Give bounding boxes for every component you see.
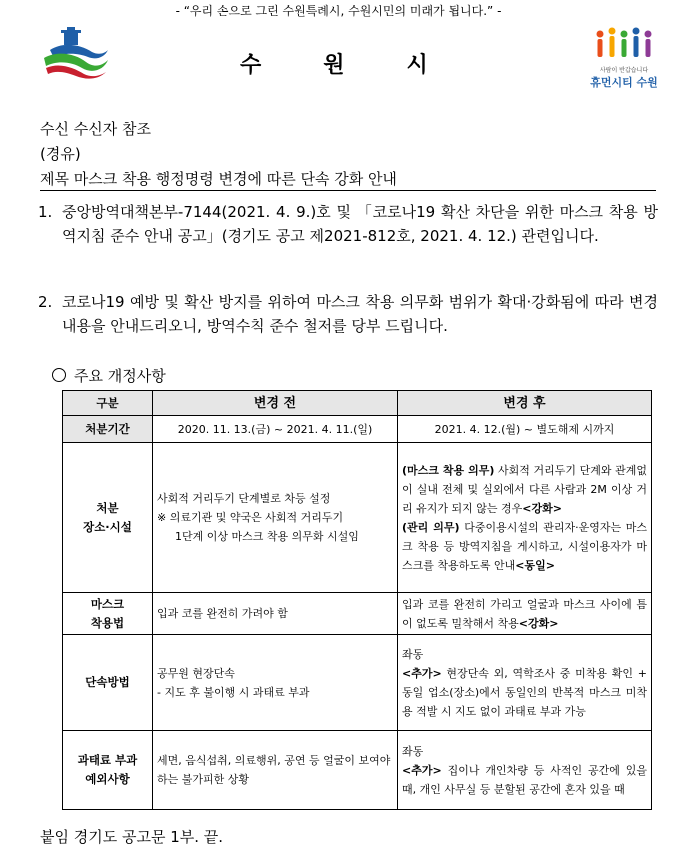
before-note: ※ 의료기관 및 약국은 사회적 거리두기 — [157, 511, 344, 524]
row-label-line: 처분 — [96, 500, 119, 515]
org-char: 수 — [240, 53, 262, 78]
before-cell — [153, 443, 398, 593]
header-category: 구분 — [63, 391, 153, 416]
change-tag: <추가> — [402, 666, 442, 680]
after-cell — [398, 731, 652, 810]
after-text: 사회적 거리두기 단계와 관계없이 실내 전체 및 실외에서 다른 사람과 2M 이상 거리 유지가 되지 않는 경우 — [402, 463, 647, 515]
after-text: 집이나 개인차량 등 사적인 공간에 있을 때, 개인 사무실 등 분할된 공간에 혼자 있을 때 — [402, 763, 647, 796]
attachment-line: 붙임 경기도 공고문 1부. 끝. — [40, 828, 224, 846]
before-cell: 입과 코를 완전히 가려야 함 — [153, 593, 398, 635]
change-tag: <강화> — [522, 501, 562, 515]
before-cell: 2020. 11. 13.(금) ~ 2021. 4. 11.(일) — [153, 416, 398, 443]
after-cell — [398, 443, 652, 593]
after-cell: 2021. 4. 12.(월) ~ 별도해제 시까지 — [398, 416, 652, 443]
logo-tagline: 사람이 반갑습니다 — [599, 67, 649, 74]
before-text: 사회적 거리두기 단계별로 차등 설정 — [157, 492, 331, 505]
change-tag: <추가> — [402, 763, 442, 777]
table-row — [63, 635, 652, 731]
human-city-logo — [590, 26, 658, 88]
row-label-line: 착용법 — [90, 615, 125, 630]
paragraph-1 — [38, 200, 658, 272]
subject-line: 제목 마스크 착용 행정명령 변경에 따른 단속 강화 안내 — [40, 170, 397, 188]
org-char: 원 — [323, 53, 345, 78]
paragraph-text: 중앙방역대책본부-7144(2021. 4. 9.)호 및 「코로나19 확산 차단을 위한 마스크 착용 방역지침 준수 안내 공고」(경기도 공고 제2021-812호, 2021. 4. 12.) 관련입니다. — [62, 203, 658, 245]
logo-name: 휴먼시티 수원 — [590, 76, 658, 89]
header-after: 변경 후 — [398, 391, 652, 416]
before-note: 1단계 이상 마스크 착용 의무화 시설임 — [175, 530, 359, 543]
after-text: 좌동 — [402, 647, 424, 661]
emphasis-text: (관리 의무) — [402, 520, 460, 534]
people-icon — [590, 26, 658, 60]
change-tag: <강화> — [518, 616, 559, 630]
section-title-text: 주요 개정사항 — [74, 367, 166, 385]
row-label — [63, 443, 153, 593]
suwon-city-logo — [40, 24, 112, 80]
paragraph-number: 2. — [38, 293, 53, 311]
row-label-line: 장소·시설 — [83, 519, 132, 534]
before-text: 공무원 현장단속 — [157, 666, 235, 680]
changes-table — [62, 390, 652, 810]
header-before: 변경 전 — [153, 391, 398, 416]
paragraph-text: 코로나19 예방 및 확산 방지를 위하여 마스크 착용 의무화 범위가 확대·강화됨에 따라 변경 내용을 안내드리오니, 방역수칙 준수 철저를 당부 드립니다. — [62, 293, 658, 335]
after-text: 입과 코를 완전히 가리고 얼굴과 마스크 사이에 틈이 없도록 밀착해서 착용 — [402, 597, 647, 630]
table-row — [63, 593, 652, 635]
paragraph-2 — [38, 290, 658, 338]
table-row — [63, 731, 652, 810]
org-char: 시 — [406, 53, 428, 78]
paragraph-number: 1. — [38, 203, 53, 221]
row-label — [63, 731, 153, 810]
section-title — [52, 365, 166, 386]
after-text: 현장단속 외, 역학조사 중 미착용 확인 + 동일 업소(장소)에서 동일인의 반복적 마스크 미착용 적발 시 지도 없이 과태료 부과 가능 — [402, 666, 647, 718]
row-label: 단속방법 — [63, 635, 153, 731]
table-row — [63, 416, 652, 443]
table-row — [63, 443, 652, 593]
change-tag: <동일> — [515, 558, 555, 572]
recipient-line: 수신 수신자 참조 — [40, 120, 151, 138]
header-divider — [40, 190, 656, 191]
motto: - “우리 손으로 그린 수원특례시, 수원시민의 미래가 됩니다.” - — [175, 4, 502, 18]
table-header-row — [63, 391, 652, 416]
after-cell — [398, 635, 652, 731]
after-text: 좌동 — [402, 744, 424, 758]
after-cell — [398, 593, 652, 635]
before-cell: 세면, 음식섭취, 의료행위, 공연 등 얼굴이 보여야하는 불가피한 상황 — [153, 731, 398, 810]
row-label — [63, 593, 153, 635]
row-label-line: 과태료 부과 — [77, 753, 138, 767]
circle-bullet-icon — [52, 368, 66, 382]
before-cell — [153, 635, 398, 731]
row-label-line: 예외사항 — [85, 772, 130, 786]
after-text: 다중이용시설의 관리자·운영자는 마스크 착용 등 방역지침을 게시하고, 시설이용자가 마스크를 착용하도록 안내 — [402, 520, 647, 572]
row-label: 처분기간 — [63, 416, 153, 443]
row-label-line: 마스크 — [90, 596, 125, 611]
via-line: (경유) — [40, 145, 81, 163]
emphasis-text: (마스크 착용 의무) — [402, 463, 495, 477]
before-text: - 지도 후 불이행 시 과태료 부과 — [157, 685, 310, 699]
organization-name — [240, 48, 428, 79]
